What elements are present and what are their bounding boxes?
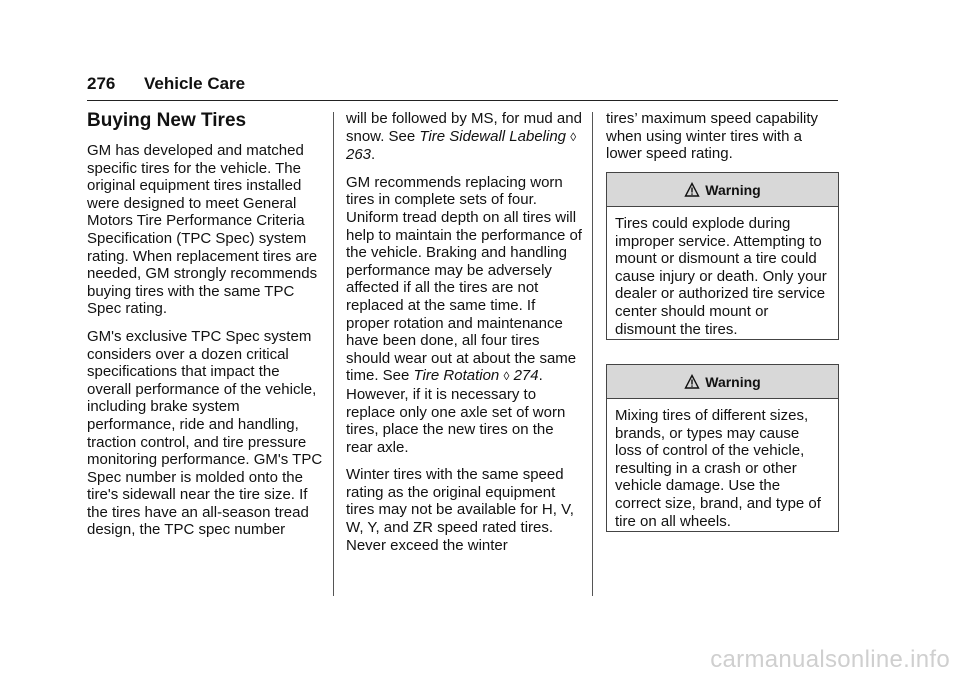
section-title: Vehicle Care xyxy=(144,74,246,93)
paragraph: GM recommends replacing worn tires in complete sets of four. Uniform tread depth on all tires will help to maintain the performance of the vehicle. Braking and handling performance may be adversely affected if all the tires are not replaced at the same time. If proper rotation and maintenance have been done, all four tires should wear out at about the same time. See Tire Rotation ◊ 274. However, if it is necessary to replace only one axle set of worn tires, place the new tires on the rear axle. xyxy=(346,173,582,456)
paragraph: tires’ maximum speed capability when using winter tires with a lower speed rating. xyxy=(606,110,819,163)
paragraph: GM's exclusive TPC Spec system considers over a dozen critical specifications that impact the overall performance of the vehicle, including brake system performance, ride and handling, traction control, and tire pressure monitoring performance. GM's TPC Spec number is molded onto the tire's sidewall near the tire size. If the tires have an all-season tread design, the TPC spec number xyxy=(87,327,323,539)
warning-label: Warning xyxy=(705,181,761,198)
warning-text: Mixing tires of different sizes, brands, or types may cause loss of control of the vehicle, resulting in a crash or other vehicle damage. Use the correct size, brand, and type of tire on all wheels. xyxy=(615,407,821,530)
warning-icon xyxy=(684,374,700,390)
column-divider-1 xyxy=(333,112,334,596)
xref-tire-sidewall-labeling[interactable]: Tire Sidewall Labeling xyxy=(419,127,567,145)
xref-arrow-icon: ◊ xyxy=(503,369,510,384)
page-number: 276 xyxy=(87,74,116,93)
warning-header xyxy=(607,365,838,399)
paragraph: GM has developed and matched specific tires for the vehicle. The original equipment tires installed were designed to meet General Motors Tire Performance Criteria Specification (TPC Spec) system rating. When replacement tires are needed, GM strongly recommends buying tires with the same TPC Spec rating. xyxy=(87,142,318,318)
xref-tire-rotation[interactable]: Tire Rotation xyxy=(413,367,500,385)
column-divider-2 xyxy=(592,112,593,596)
column-1 xyxy=(87,108,324,549)
paragraph: will be followed by MS, for mud and snow. See Tire Sidewall Labeling ◊ 263. xyxy=(346,110,582,164)
page-header xyxy=(87,68,838,101)
warning-header xyxy=(607,173,838,207)
paragraph: Winter tires with the same speed rating as the original equipment tires may not be available for H, V, W, Y, and ZR speed rated tires. Never exceed the winter xyxy=(346,466,574,554)
xref-page-number[interactable]: 274 xyxy=(513,367,539,385)
warning-box xyxy=(606,172,839,340)
heading-buying-new-tires: Buying New Tires xyxy=(87,110,247,131)
warning-box xyxy=(606,364,839,532)
warning-text: Tires could explode during improper service. Attempting to mount or dismount a tire could cause injury or death. Only your dealer or authorized tire service center should mount or dismount the tires. xyxy=(615,215,827,338)
xref-page-number[interactable]: 263 xyxy=(346,146,372,164)
warning-label: Warning xyxy=(705,373,761,390)
column-3 xyxy=(606,110,840,173)
watermark: carmanualsonline.info xyxy=(710,646,950,673)
xref-arrow-icon: ◊ xyxy=(570,129,577,144)
column-2 xyxy=(346,110,582,564)
warning-icon xyxy=(684,182,700,198)
